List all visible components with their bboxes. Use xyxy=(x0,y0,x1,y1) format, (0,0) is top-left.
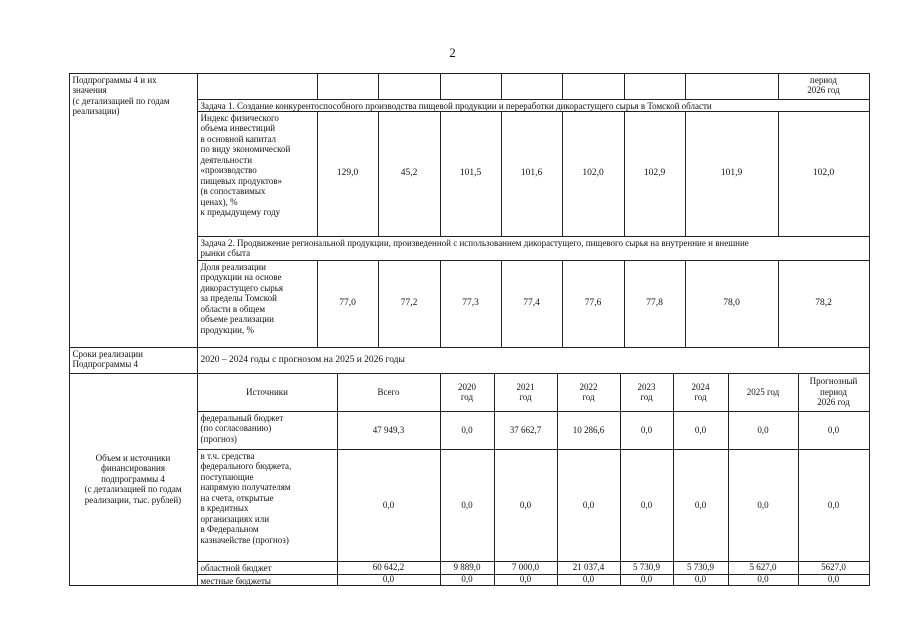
financing-value xyxy=(620,411,674,450)
cell-text: 129,0 xyxy=(336,168,359,178)
cell-text: 0,0 xyxy=(694,424,707,435)
header-cell xyxy=(624,73,686,100)
cell-text: 0,0 xyxy=(382,574,395,585)
cell-text: 0,0 xyxy=(757,499,769,510)
financing-value xyxy=(337,561,441,575)
financing-source xyxy=(197,574,338,586)
page-number: 2 xyxy=(449,45,456,60)
cell-text: 0,0 xyxy=(461,499,473,510)
cell-text: Источники xyxy=(246,386,288,397)
financing-value xyxy=(337,574,441,586)
cell-text: 10 286,6 xyxy=(572,424,605,435)
cell-text: Задача 2. Продвижение региональной продукции, произведенной с использованием дикорастущего, пищевого сырья на внутренние и внешние рынки сбыта xyxy=(200,237,749,258)
financing-value xyxy=(673,449,729,562)
cell-text: 2020 год xyxy=(458,381,476,402)
cell-text: 60 642,2 xyxy=(372,562,405,573)
cell-text: Задача 1. Создание конкурентоспособного производства пищевой продукции и переработки дикорастущего сырья в Томской области xyxy=(200,100,712,111)
financing-value xyxy=(494,449,558,562)
indicator-2-value xyxy=(778,260,870,348)
financing-header xyxy=(798,373,870,412)
cell-text: 47 949,3 xyxy=(372,424,405,435)
financing-value xyxy=(440,449,495,562)
financing-value xyxy=(557,411,621,450)
indicator-2-value xyxy=(685,260,779,348)
cell-text: 0,0 xyxy=(827,574,840,585)
financing-header xyxy=(337,373,441,412)
financing-value xyxy=(494,574,558,586)
cell-text: местные бюджеты xyxy=(200,575,271,586)
cell-text: 0,0 xyxy=(461,424,473,435)
cell-text: 77,3 xyxy=(462,298,479,308)
cell-text: 77,6 xyxy=(584,298,602,308)
financing-value xyxy=(673,561,729,575)
indicator-2-value xyxy=(317,260,379,348)
cell-text: 77,2 xyxy=(400,298,418,308)
financing-value xyxy=(728,449,799,562)
cell-text: 21 037,4 xyxy=(572,562,605,573)
cell-text: 37 662,7 xyxy=(509,424,542,435)
cell-text: 0,0 xyxy=(582,574,595,585)
financing-value xyxy=(620,561,674,575)
financing-value xyxy=(728,561,799,575)
cell-text: 0,0 xyxy=(694,499,707,510)
financing-value xyxy=(440,574,495,586)
financing-header xyxy=(197,373,338,412)
financing-value xyxy=(620,449,674,562)
financing-value xyxy=(673,411,729,450)
header-cell-2026 xyxy=(778,73,870,100)
cell-text: 0,0 xyxy=(382,499,395,510)
cell-text: 2020 – 2024 годы с прогнозом на 2025 и 2026 годы xyxy=(200,354,405,365)
cell-text: 2025 год xyxy=(746,386,780,397)
task-2 xyxy=(197,236,870,261)
cell-text: 0,0 xyxy=(640,499,653,510)
financing-value xyxy=(798,574,870,586)
cell-text: областной бюджет xyxy=(200,562,272,573)
financing-value xyxy=(557,449,621,562)
indicator-2-value xyxy=(501,260,563,348)
indicator-1-value xyxy=(501,111,563,237)
financing-source xyxy=(197,449,338,562)
indicator-2-name xyxy=(197,260,318,348)
cell-text: в т.ч. средства федерального бюджета, поступающие напрямую получателям на счета, открытые в кредитных организациях или в Федеральном казначействе (прогноз) xyxy=(200,450,292,545)
cell-text: 9 889,0 xyxy=(453,562,481,573)
header-cell xyxy=(440,73,502,100)
financing-value xyxy=(728,411,799,450)
cell-text: 0,0 xyxy=(582,499,595,510)
indicator-1-value xyxy=(778,111,870,237)
cell-text: Объем и источники финансирования подпрограммы 4 (с детализацией по годам реализации, тыс. рублей) xyxy=(84,452,182,505)
financing-value xyxy=(440,411,495,450)
cell-text: период 2026 год xyxy=(807,74,840,95)
cell-text: 78,0 xyxy=(723,298,740,308)
cell-text: федеральный бюджет (по согласованию) (прогноз) xyxy=(200,412,284,444)
cell-text: Подпрограммы 4 и их значения (с детализацией по годам реализации) xyxy=(72,74,170,116)
financing-header xyxy=(673,373,729,412)
cell-text: 0,0 xyxy=(694,574,707,585)
cell-text: 2024 год xyxy=(691,381,710,402)
financing-source xyxy=(197,561,338,575)
cell-text: 0,0 xyxy=(519,574,532,585)
financing-value xyxy=(557,574,621,586)
cell-text: 45,2 xyxy=(400,168,418,178)
financing-value xyxy=(673,574,729,586)
cell-text: Индекс физического объема инвестиций в основной капитал по виду экономической деятельности «производство пищевых продуктов» (в сопоставимых ценах), % к предыдущему году xyxy=(200,112,291,217)
indicator-2-value xyxy=(440,260,502,348)
header-cell xyxy=(501,73,563,100)
cell-text: 0,0 xyxy=(827,424,840,435)
financing-header xyxy=(728,373,799,412)
cell-text: 2022 год xyxy=(579,381,598,402)
financing-header xyxy=(440,373,495,412)
section-label-indicators xyxy=(69,73,198,371)
financing-value xyxy=(798,411,870,450)
financing-header xyxy=(557,373,621,412)
cell-text: 102,0 xyxy=(582,168,604,178)
cell-text: 5 627,0 xyxy=(749,562,777,573)
cell-text: 5627,0 xyxy=(821,562,846,573)
header-cell xyxy=(378,73,441,100)
indicator-1-value xyxy=(562,111,625,237)
financing-value xyxy=(728,574,799,586)
indicator-1-name xyxy=(197,111,318,237)
cell-text: 101,6 xyxy=(520,168,543,178)
financing-value xyxy=(440,561,495,575)
cell-text: 2023 год xyxy=(637,381,656,402)
financing-header xyxy=(494,373,558,412)
financing-value xyxy=(557,561,621,575)
header-cell xyxy=(197,73,318,100)
financing-header xyxy=(620,373,674,412)
financing-source xyxy=(197,411,338,450)
cell-text: Всего xyxy=(377,386,400,397)
indicator-1-value xyxy=(378,111,441,237)
financing-value xyxy=(620,574,674,586)
financing-value xyxy=(494,411,558,450)
header-cell xyxy=(562,73,625,100)
indicator-2-value xyxy=(378,260,441,348)
cell-text: 0,0 xyxy=(757,574,769,585)
financing-value xyxy=(798,449,870,562)
cell-text: Доля реализации продукции на основе дикорастущего сырья за пределы Томской области в общем объеме реализации продукции, % xyxy=(200,261,284,335)
cell-text: 0,0 xyxy=(757,424,769,435)
cell-text: 0,0 xyxy=(461,574,473,585)
financing-value xyxy=(798,561,870,575)
cell-text: 77,0 xyxy=(339,298,356,308)
section-label-financing xyxy=(69,373,198,586)
indicator-1-value xyxy=(624,111,686,237)
indicator-2-value xyxy=(562,260,625,348)
cell-text: 0,0 xyxy=(640,574,653,585)
cell-text: 0,0 xyxy=(827,499,840,510)
indicator-2-value xyxy=(624,260,686,348)
cell-text: 7 000,0 xyxy=(512,562,539,573)
financing-value xyxy=(337,449,441,562)
cell-text: Сроки реализации Подпрограммы 4 xyxy=(72,348,143,369)
indicator-1-value xyxy=(317,111,379,237)
cell-text: 0,0 xyxy=(640,424,653,435)
header-cell xyxy=(317,73,379,100)
cell-text: 2021 год xyxy=(516,381,535,402)
cell-text: 78,2 xyxy=(815,298,832,308)
indicator-1-value xyxy=(685,111,779,237)
terms-value xyxy=(197,347,870,374)
cell-text: 5 730,9 xyxy=(687,562,714,573)
indicator-1-value xyxy=(440,111,502,237)
cell-text: 101,9 xyxy=(720,168,743,178)
cell-text: Прогнозный период 2026 год xyxy=(809,376,858,408)
cell-text: 0,0 xyxy=(519,499,532,510)
cell-text: 5 730,9 xyxy=(633,562,660,573)
cell-text: 101,5 xyxy=(459,168,482,178)
cell-text: 77,8 xyxy=(646,298,663,308)
financing-value xyxy=(337,411,441,450)
financing-value xyxy=(494,561,558,575)
header-cell xyxy=(685,73,779,100)
section-label-terms xyxy=(69,347,198,374)
cell-text: 102,9 xyxy=(643,168,666,178)
cell-text: 77,4 xyxy=(523,298,540,308)
cell-text: 102,0 xyxy=(812,168,835,178)
